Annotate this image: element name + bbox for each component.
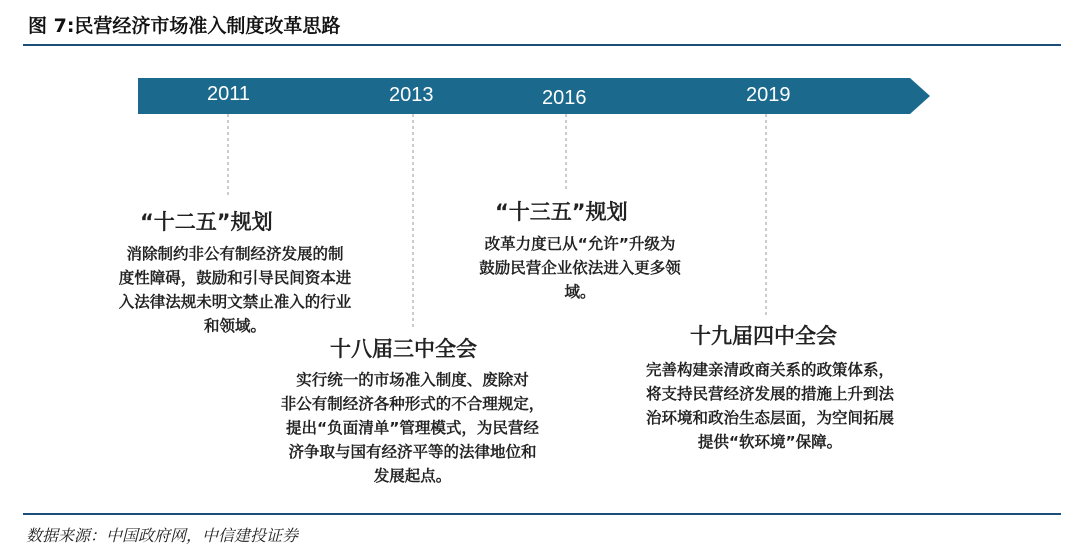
event-heading-19th-fourth-plenum: 十九届四中全会 — [690, 324, 837, 348]
source-note: 数据来源：中国政府网，中信建投证券 — [26, 526, 299, 545]
year-2013: 2013 — [389, 84, 434, 106]
event-desc-13th-plan — [450, 232, 710, 304]
desc-line: 非公有制经济各种形式的不合理规定， — [280, 395, 545, 413]
year-2016: 2016 — [542, 87, 587, 109]
year-2011: 2011 — [207, 83, 251, 105]
bottom-divider — [23, 513, 1061, 515]
desc-line: 度性障碍，鼓励和引导民间资本进 — [118, 269, 352, 287]
desc-line: 济争取与国有经济平等的法律地位和 — [288, 443, 537, 461]
event-heading-12th-plan: “十二五”规划 — [140, 210, 273, 234]
desc-line: 域。 — [564, 283, 596, 301]
desc-line: 入法律法规未明文禁止准入的行业 — [118, 293, 352, 311]
event-heading-13th-plan: “十三五”规划 — [495, 200, 628, 224]
desc-line: 发展起点。 — [373, 467, 452, 485]
desc-line: 提出“负面清单”管理模式，为民营经 — [286, 419, 539, 437]
desc-line: 提供“软环境”保障。 — [697, 433, 843, 451]
event-desc-18th-third-plenum — [250, 368, 575, 488]
event-desc-12th-plan — [85, 242, 385, 338]
desc-line: 治环境和政治生态层面，为空间拓展 — [645, 409, 894, 427]
event-heading-18th-third-plenum: 十八届三中全会 — [330, 337, 477, 361]
timeline-arrow — [138, 78, 930, 114]
event-desc-19th-fourth-plenum — [615, 358, 925, 454]
desc-line: 完善构建亲清政商关系的政策体系， — [645, 361, 894, 379]
desc-line: 改革力度已从“允许”升级为 — [484, 235, 676, 253]
desc-line: 将支持民营经济发展的措施上升到法 — [645, 385, 894, 403]
desc-line: 和领域。 — [203, 317, 266, 335]
desc-line: 实行统一的市场准入制度、废除对 — [296, 371, 529, 389]
desc-line: 鼓励民营企业依法进入更多领 — [479, 259, 681, 277]
year-2019: 2019 — [746, 84, 791, 106]
figure-title: 图 7:民营经济市场准入制度改革思路 — [28, 15, 341, 37]
desc-line: 消除制约非公有制经济发展的制 — [126, 245, 344, 263]
